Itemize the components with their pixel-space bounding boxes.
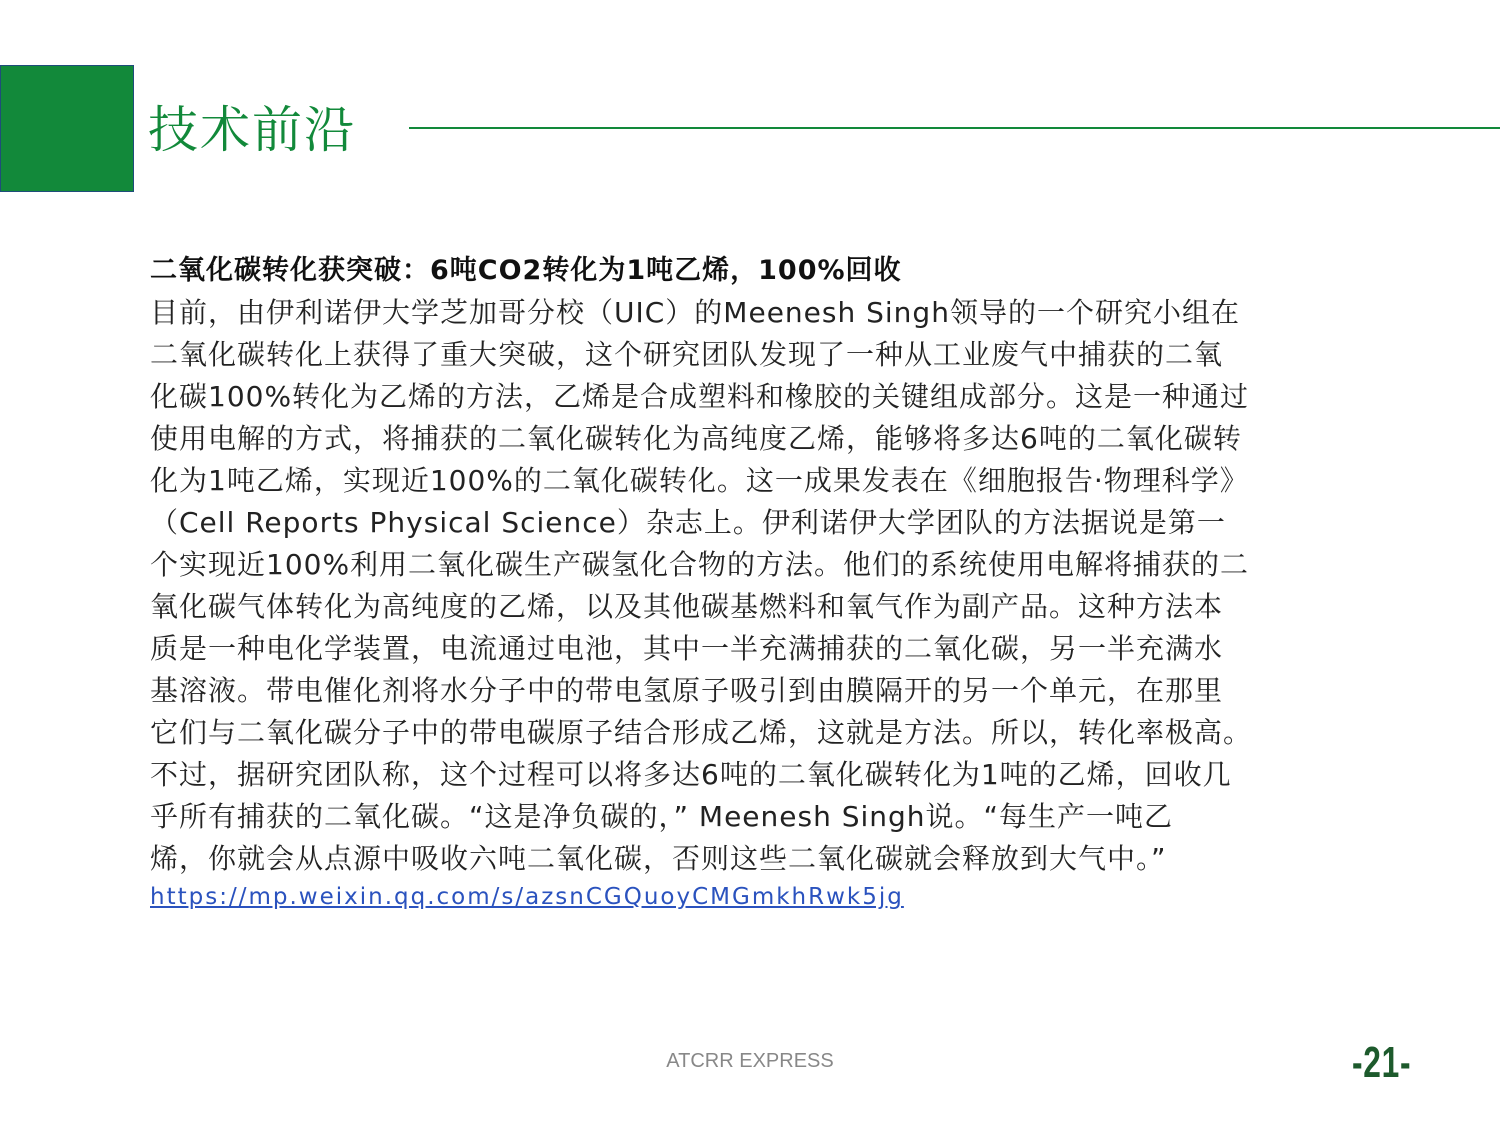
source-link[interactable]: https://mp.weixin.qq.com/s/azsnCGQuoyCMGmkhRwk5jg — [150, 884, 904, 910]
body-line: 基溶液。带电催化剂将水分子中的带电氢原子吸引到由膜隔开的另一个单元，在那里 — [150, 674, 1224, 707]
article-headline: 二氧化碳转化获突破：6吨CO2转化为1吨乙烯，100%回收 — [150, 255, 902, 286]
page-number: -21- — [1352, 1038, 1412, 1087]
body-line: 乎所有捕获的二氧化碳。“这是净负碳的，” Meenesh Singh说。“每生产一吨乙 — [150, 800, 1174, 833]
body-line: 它们与二氧化碳分子中的带电碳原子结合形成乙烯，这就是方法。所以，转化率极高。 — [150, 716, 1253, 749]
body-line: 烯，你就会从点源中吸收六吨二氧化碳，否则这些二氧化碳就会释放到大气中。” — [150, 842, 1167, 875]
body-line: 使用电解的方式，将捕获的二氧化碳转化为高纯度乙烯，能够将多达6吨的二氧化碳转 — [150, 422, 1242, 455]
article-body — [150, 292, 1390, 880]
body-line: 目前，由伊利诺伊大学芝加哥分校（UIC）的Meenesh Singh领导的一个研究小组在 — [150, 296, 1240, 329]
header-accent-block — [0, 65, 134, 192]
article — [150, 250, 1390, 913]
body-line: （Cell Reports Physical Science）杂志上。伊利诺伊大学团队的方法据说是第一 — [150, 506, 1226, 539]
body-line: 个实现近100%利用二氧化碳生产碳氢化合物的方法。他们的系统使用电解将捕获的二 — [150, 548, 1250, 581]
body-line: 质是一种电化学装置，电流通过电池，其中一半充满捕获的二氧化碳，另一半充满水 — [150, 632, 1224, 665]
footer-label: ATCRR EXPRESS — [666, 1050, 834, 1072]
section-title: 技术前沿 — [148, 101, 356, 159]
body-line: 化为1吨乙烯，实现近100%的二氧化碳转化。这一成果发表在《细胞报告·物理科学》 — [150, 464, 1249, 497]
title-divider — [409, 127, 1500, 129]
body-line: 化碳100%转化为乙烯的方法，乙烯是合成塑料和橡胶的关键组成部分。这是一种通过 — [150, 380, 1250, 413]
body-line: 二氧化碳转化上获得了重大突破，这个研究团队发现了一种从工业废气中捕获的二氧 — [150, 338, 1224, 371]
body-line: 氧化碳气体转化为高纯度的乙烯，以及其他碳基燃料和氧气作为副产品。这种方法本 — [150, 590, 1224, 623]
body-line: 不过，据研究团队称，这个过程可以将多达6吨的二氧化碳转化为1吨的乙烯，回收几 — [150, 758, 1232, 791]
